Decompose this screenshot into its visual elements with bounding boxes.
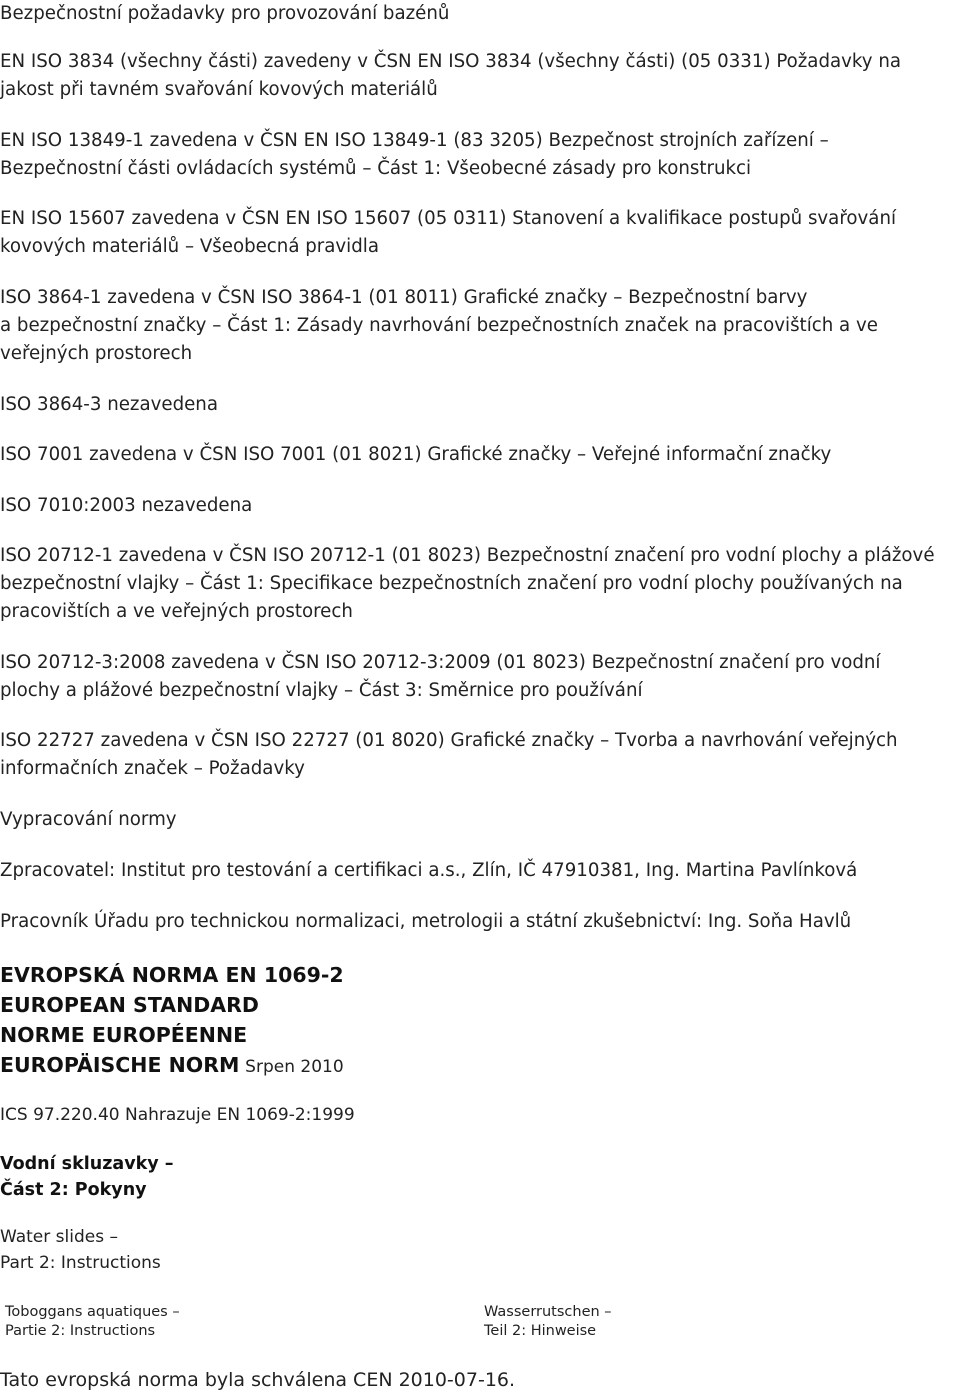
processor-line: Zpracovatel: Institut pro testování a certifikaci a.s., Zlín, IČ 47910381, Ing. Martina Pavlínková [0, 860, 858, 881]
title-cs-line: Vodní skluzavky – [0, 1154, 174, 1174]
title-cs-line: Část 2: Pokyny [0, 1180, 147, 1200]
reference-line: ISO 20712-3:2008 zavedena v ČSN ISO 20712-3:2009 (01 8023) Bezpečnostní značení pro vodní [0, 652, 881, 673]
standard-title-de: EUROPÄISCHE NORM [0, 1053, 240, 1077]
reference-line: bezpečnostní vlajky – Část 1: Specifikace bezpečnostních značení pro vodní plochy používaných na [0, 573, 903, 594]
standard-title-fr: NORME EUROPÉENNE [0, 1023, 248, 1047]
reference-line: ISO 3864-3 nezavedena [0, 394, 218, 415]
reference-line: veřejných prostorech [0, 343, 193, 364]
officer-line: Pracovník Úřadu pro technickou normalizaci, metrologii a státní zkušebnictví: Ing. Soňa Havlů [0, 911, 852, 932]
reference-line: plochy a plážové bezpečnostní vlajky – Část 3: Směrnice pro používání [0, 680, 643, 701]
approval-line: Tato evropská norma byla schválena CEN 2010-07-16. [0, 1369, 516, 1391]
reference-line: ISO 22727 zavedena v ČSN ISO 22727 (01 8020) Grafické značky – Tvorba a navrhování veřejných [0, 730, 898, 751]
reference-line: ISO 7010:2003 nezavedena [0, 495, 253, 516]
standard-title-cs: EVROPSKÁ NORMA EN 1069-2 [0, 963, 344, 987]
title-fr-line: Toboggans aquatiques – [5, 1304, 180, 1320]
reference-line: a bezpečnostní značky – Část 1: Zásady navrhování bezpečnostních značek na pracovištích a ve [0, 315, 878, 336]
title-fr-line: Partie 2: Instructions [5, 1323, 156, 1339]
ics-line: ICS 97.220.40 Nahrazuje EN 1069-2:1999 [0, 1105, 355, 1125]
reference-line: ISO 7001 zavedena v ČSN ISO 7001 (01 8021) Grafické značky – Veřejné informační značky [0, 444, 832, 465]
reference-line: Bezpečnostní části ovládacích systémů – Část 1: Všeobecné zásady pro konstrukci [0, 158, 752, 179]
reference-line: EN ISO 3834 (všechny části) zavedeny v ČSN EN ISO 3834 (všechny části) (05 0331) Požadavky na [0, 51, 902, 72]
reference-line: EN ISO 15607 zavedena v ČSN EN ISO 15607 (05 0311) Stanovení a kvalifikace postupů svařování [0, 208, 897, 229]
standard-date: Srpen 2010 [245, 1057, 344, 1077]
standard-title-en: EUROPEAN STANDARD [0, 993, 259, 1017]
reference-line: pracovištích a ve veřejných prostorech [0, 601, 353, 622]
standard-title-de-line [0, 1050, 344, 1082]
reference-line: jakost při tavném svařování kovových materiálů [0, 79, 438, 100]
intro-line: Bezpečnostní požadavky pro provozování bazénů [0, 3, 450, 24]
title-de-line: Teil 2: Hinweise [484, 1323, 597, 1339]
title-en-line: Water slides – [0, 1227, 118, 1247]
reference-line: ISO 3864-1 zavedena v ČSN ISO 3864-1 (01 8011) Grafické značky – Bezpečnostní barvy [0, 287, 808, 308]
title-de-line: Wasserrutschen – [484, 1304, 612, 1320]
title-en-line: Part 2: Instructions [0, 1253, 161, 1273]
reference-line: kovových materiálů – Všeobecná pravidla [0, 236, 379, 257]
reference-line: EN ISO 13849-1 zavedena v ČSN EN ISO 13849-1 (83 3205) Bezpečnost strojních zařízení – [0, 130, 829, 151]
reference-line: informačních značek – Požadavky [0, 758, 305, 779]
reference-line: ISO 20712-1 zavedena v ČSN ISO 20712-1 (01 8023) Bezpečnostní značení pro vodní plochy a plážové [0, 545, 935, 566]
section-heading: Vypracování normy [0, 809, 177, 830]
